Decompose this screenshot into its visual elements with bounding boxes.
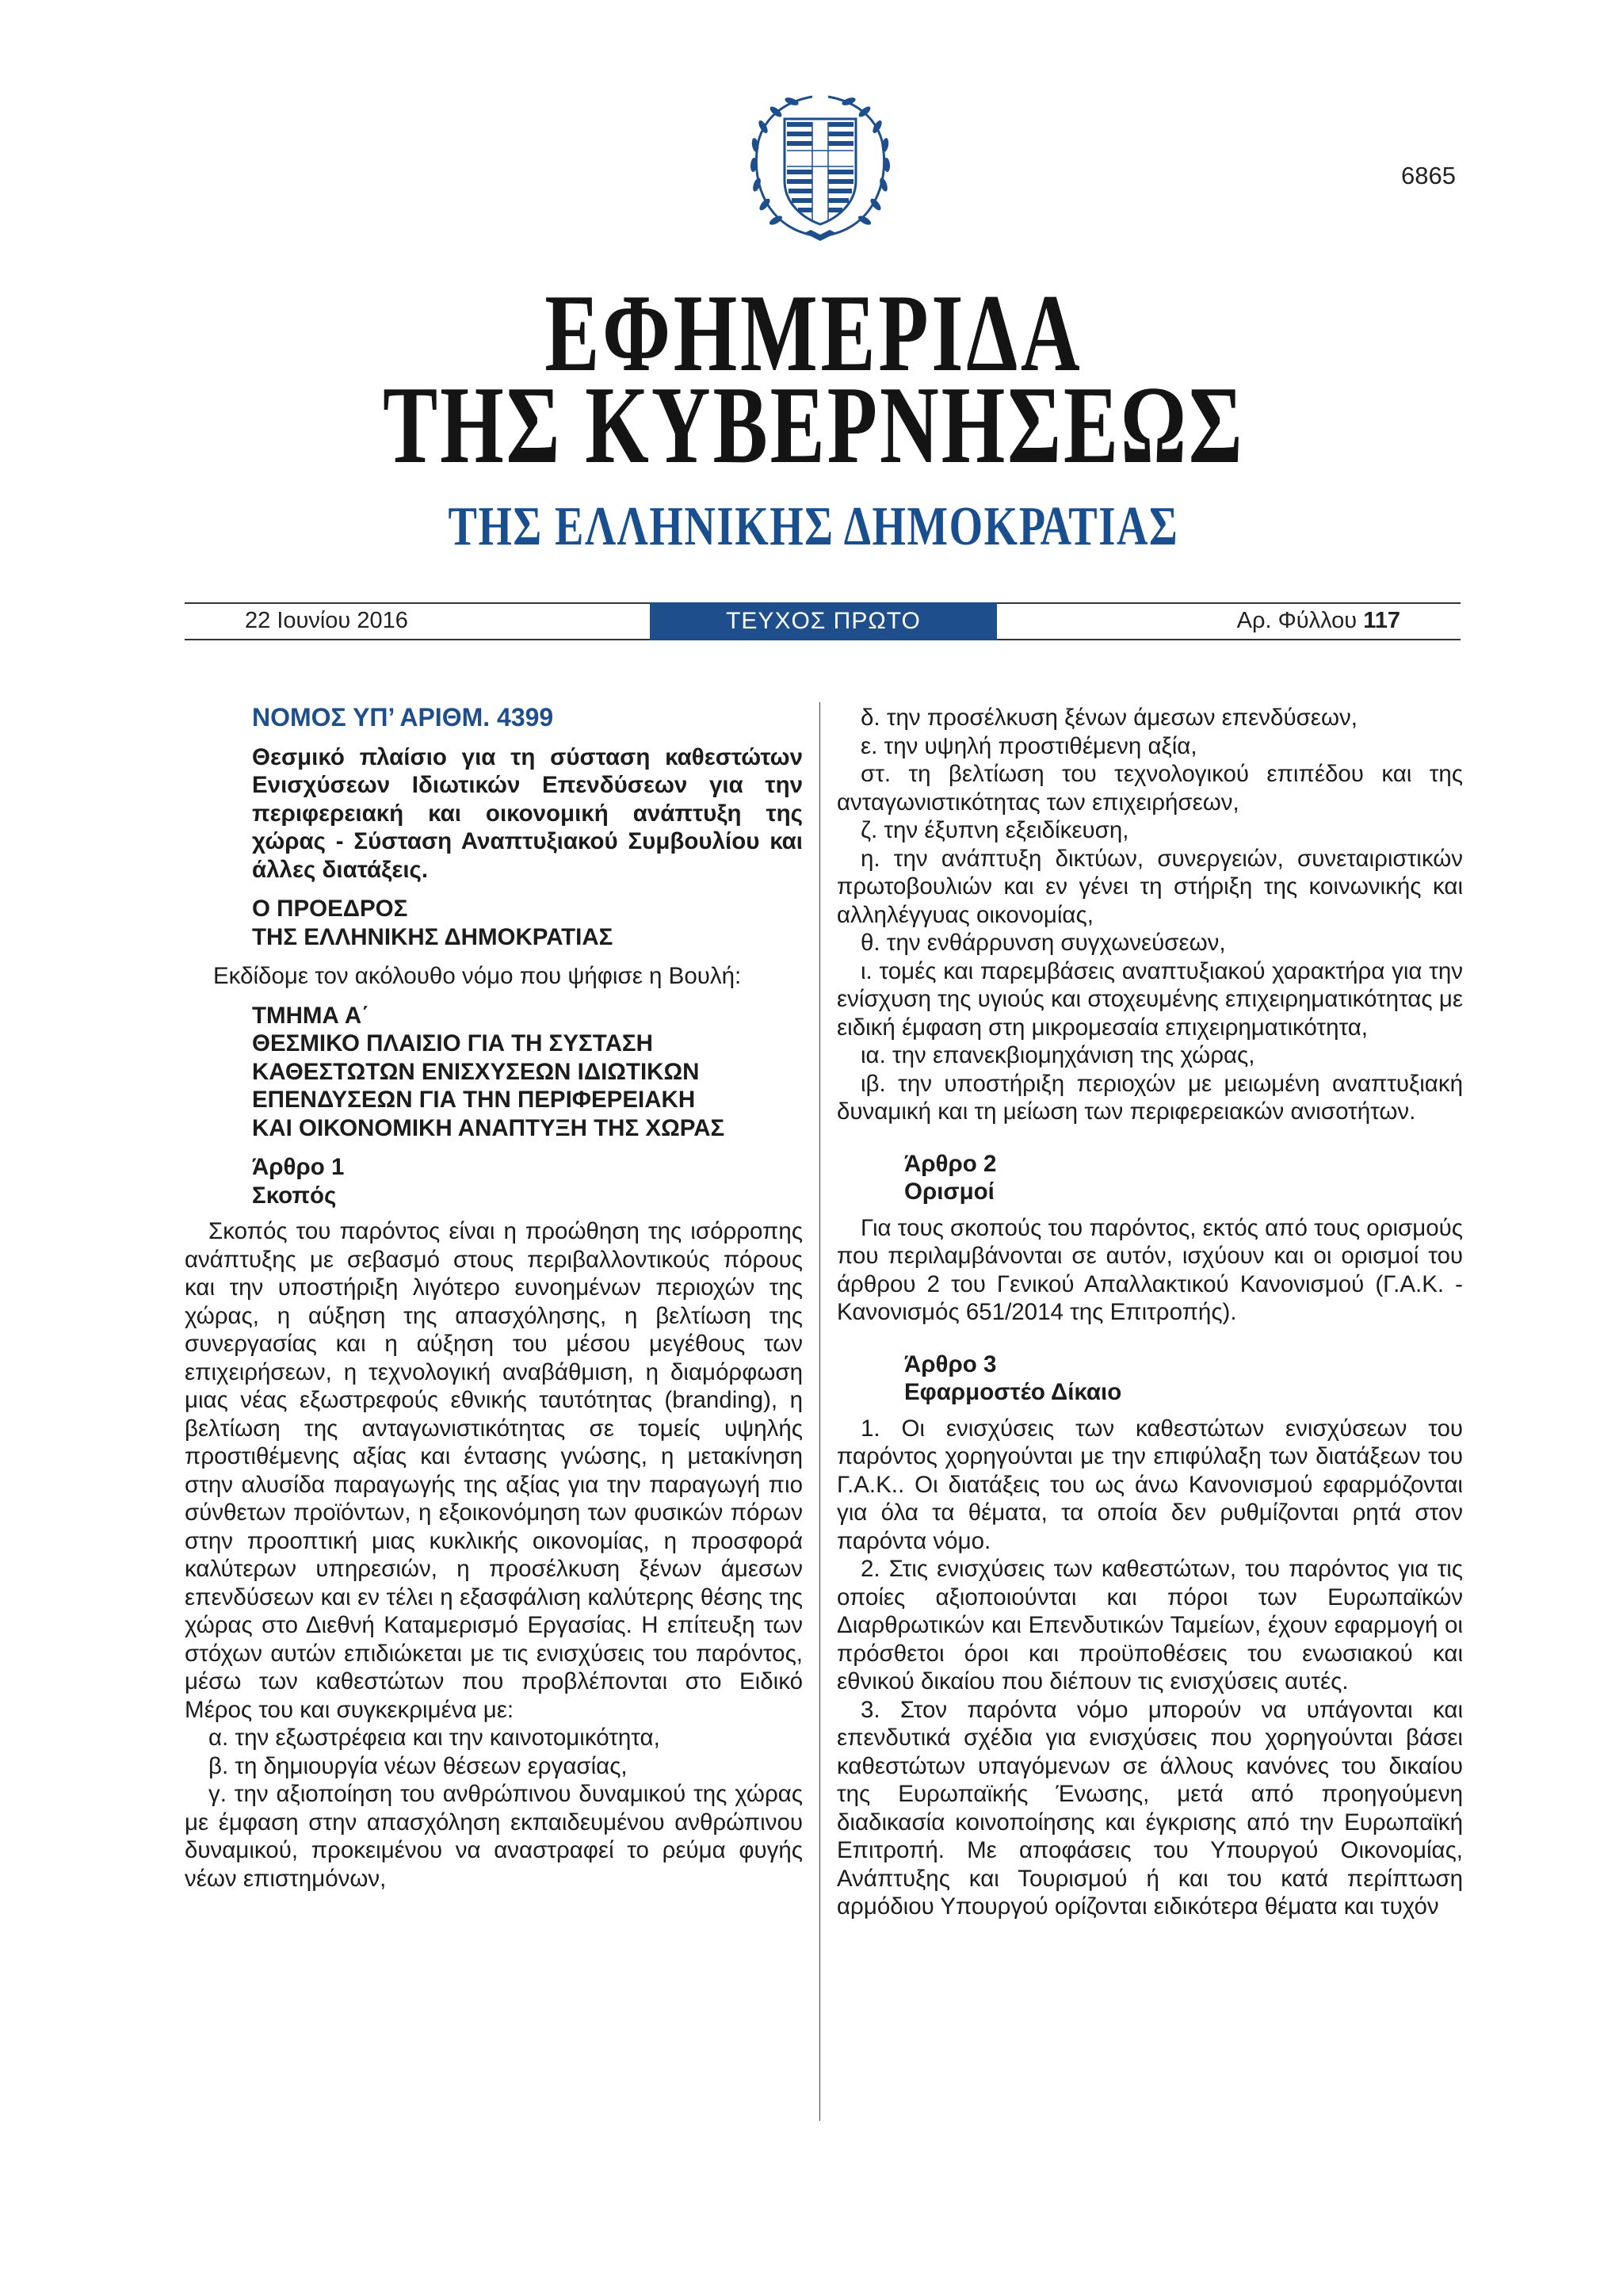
article1-number: Άρθρο 1 [252,1154,345,1180]
page-number: 6865 [1401,162,1456,189]
left-column [185,704,803,1893]
section-heading [185,1002,803,1143]
president-line2: ΤΗΣ ΕΛΛΗΝΙΚΗΣ ΔΗΜΟΚΡΑΤΙΑΣ [252,923,613,950]
article1-paragraph: Σκοπός του παρόντος είναι η προώθηση της ισόρροπης ανάπτυξης με σεβασμό στους περιβαλλοντικούς πόρους και την υποστήριξη λιγότερο ευνοημένων περιοχών της χώρας, η αύξηση της απασχόλησης, η βελτίωση της συνεργασίας και η αύξηση του μέσου μεγέθους των επιχειρήσεων, η τεχνολογική αναβάθμιση, η διαμόρφωση μιας νέας εξωστρεφούς εθνικής ταυτότητας (branding), η βελτίωση της ανταγωνιστικότητας σε τομείς υψηλής προστιθέμενης αξίας και έντασης γνώσης, η μετακίνηση στην αλυσίδα παραγωγής της αξίας για την παραγωγή πιο σύνθετων προϊόντων, η εξοικονόμηση των φυσικών πόρων στην προοπτική μιας κυκλικής οικονομίας, η προσφορά καλύτερων υπηρεσιών, η προσέλκυση ξένων άμεσων επενδύσεων και εν τέλει η εξασφάλιση καλύτερης θέσης της χώρας στο Διεθνή Καταμερισμό Εργασίας. Η επίτευξη των στόχων αυτών επιδιώκεται με τις ενισχύσεις του παρόντος, μέσω των καθεστώτων που προβλέπονται στο Ειδικό Μέρος του και συγκεκριμένα με: [185,1218,803,1723]
list-item-st: στ. τη βελτίωση του τεχνολογικού επιπέδου και της ανταγωνιστικότητας των επιχειρήσεων, [837,761,1463,816]
list-item-e: ε. την υψηλή προστιθέμενη αξία, [861,732,1197,759]
sheet-number: 117 [1363,608,1400,633]
president-line1: Ο ΠΡΟΕΔΡΟΣ [252,896,408,922]
issue-bar [185,602,1461,640]
list-item-ia: ια. την επανεκβιομηχάνιση της χώρας, [861,1042,1255,1068]
article3-paragraph-1: 1. Οι ενισχύσεις των καθεστώτων ενισχύσεων του παρόντος χορηγούνται με την επιφύλαξη των διατάξεων του Γ.Α.Κ.. Οι διατάξεις του ως άνω Κανονισμού εφαρμόζονται για όλα τα θέματα, τα οποία δεν ρυθμίζονται ρητά στον παρόντα νόμο. [837,1415,1463,1554]
article2-paragraph: Για τους σκοπούς του παρόντος, εκτός από τους ορισμούς που περιλαμβάνονται σε αυτόν, ισχύουν και οι ορισμοί του άρθρου 2 του Γενικού Απαλλακτικού Κανονισμού (Γ.Α.Κ. - Κανονισμός 651/2014 της Επιτροπής). [837,1214,1463,1325]
list-item-c: γ. την αξιοποίηση του ανθρώπινου δυναμικού της χώρας με έμφαση στην απασχόληση εκπαιδευμένου ανθρώπινου δυναμικού, προκειμένου να αναστραφεί το ρεύμα φυγής νέων επιστημόνων, [185,1781,803,1892]
list-item-h: η. την ανάπτυξη δικτύων, συνεργειών, συνεταιριστικών πρωτοβουλιών και εν γένει τη στήριξη της κοινωνικής και αλληλέγγυας οικονομίας, [837,845,1463,928]
list-item-i: ι. τομές και παρεμβάσεις αναπτυξιακού χαρακτήρα για την ενίσχυση της υγιούς και στοχευμένης επιχειρηματικότητας με ειδική έμφαση στη μικρομεσαία επιχειρηματικότητα, [837,957,1463,1041]
issue-type-badge: ΤΕΥΧΟΣ ΠΡΩΤΟ [650,602,997,640]
list-item-a: α. την εξωστρέφεια και την καινοτομικότητα, [208,1725,660,1751]
issue-sheet-number [1237,608,1400,634]
article3-heading [837,1350,1463,1407]
masthead-title-line1: ΕΦΗΜΕΡΙΔΑ [544,272,1083,395]
section-title-line1: ΘΕΣΜΙΚΟ ΠΛΑΙΣΙΟ ΓΙΑ ΤΗ ΣΥΣΤΑΣΗ [252,1030,653,1056]
law-title: ΝΟΜΟΣ ΥΠ’ ΑΡΙΘΜ. 4399 [252,703,554,732]
section-title-line4: ΚΑΙ ΟΙΚΟΝΟΜΙΚΗ ΑΝΑΠΤΥΞΗ ΤΗΣ ΧΩΡΑΣ [252,1114,725,1141]
issue-date: 22 Ιουνίου 2016 [245,608,408,633]
list-item-th: θ. την ενθάρρυνση συγχωνεύσεων, [861,930,1226,956]
law-description: Θεσμικό πλαίσιο για τη σύσταση καθεστώτων Ενισχύσεων Ιδιωτικών Επενδύσεων για την περιφερειακή και οικονομική ανάπτυξη της χώρας - Σύσταση Αναπτυξιακού Συμβουλίου και άλλες διατάξεις. [252,743,803,883]
article2-number: Άρθρο 2 [904,1150,997,1177]
article3-paragraph-3: 3. Στον παρόντα νόμο μπορούν να υπάγονται και επενδυτικά σχέδια για ενισχύσεις που χορηγούνται βάσει καθεστώτων υπαγόμενων σε άλλους κανόνες του δικαίου της Ευρωπαϊκής Ένωσης, μετά από προηγούμενη διαδικασία κοινοποίησης και έγκρισης από την Ευρωπαϊκή Επιτροπή. Με αποφάσεις του Υπουργού Οικονομίας, Ανάπτυξης και Τουρισμού ή και του κατά περίπτωση αρμόδιου Υπουργού ορίζονται ειδικότερα θέματα και τυχόν [837,1696,1463,1920]
article3-title: Εφαρμοστέο Δίκαιο [904,1379,1122,1405]
list-item-d: δ. την προσέλκυση ξένων άμεσων επενδύσεων, [861,705,1358,731]
column-divider [819,702,820,2121]
article3-paragraph-2: 2. Στις ενισχύσεις των καθεστώτων, του παρόντος για τις οποίες αξιοποιούνται και πόροι των Ευρωπαϊκών Διαρθρωτικών και Επενδυτικών Ταμείων, έχουν εφαρμογή οι πρόσθετοι όροι και προϋποθέσεις του ενωσιακού και εθνικού δικαίου που διέπουν τις ενισχύσεις αυτές. [837,1556,1463,1694]
article3-number: Άρθρο 3 [904,1350,997,1377]
list-item-b: β. τη δημιουργία νέων θέσεων εργασίας, [208,1752,628,1779]
section-label: ΤΜΗΜΑ Α΄ [252,1002,370,1029]
article1-heading [185,1153,803,1209]
masthead-subtitle: ΤΗΣ ΕΛΛΗΝΙΚΗΣ ΔΗΜΟΚΡΑΤΙΑΣ [448,496,1179,557]
sheet-label: Αρ. Φύλλου [1236,608,1358,633]
list-item-z: ζ. την έξυπνη εξειδίκευση, [861,817,1129,843]
list-item-ib: ιβ. την υποστήριξη περιοχών με μειωμένη αναπτυξιακή δυναμική και τη μείωση των περιφερειακών ανισοτήτων. [837,1070,1463,1125]
section-title-line2: ΚΑΘΕΣΤΩΤΩΝ ΕΝΙΣΧΥΣΕΩΝ ΙΔΙΩΤΙΚΩΝ [252,1058,700,1085]
enactment-clause: Εκδίδομε τον ακόλουθο νόμο που ψήφισε η Βουλή: [213,963,742,989]
greek-coat-of-arms-icon [741,86,899,244]
article1-title: Σκοπός [252,1182,337,1209]
article2-title: Ορισμοί [904,1179,995,1205]
right-column [837,704,1463,1921]
section-title-line3: ΕΠΕΝΔΥΣΕΩΝ ΓΙΑ ΤΗΝ ΠΕΡΙΦΕΡΕΙΑΚΗ [252,1087,696,1113]
president-heading [185,895,803,951]
article2-heading [837,1150,1463,1206]
masthead-title-line2: ΤΗΣ ΚΥΒΕΡΝΗΣΕΩΣ [383,364,1245,487]
